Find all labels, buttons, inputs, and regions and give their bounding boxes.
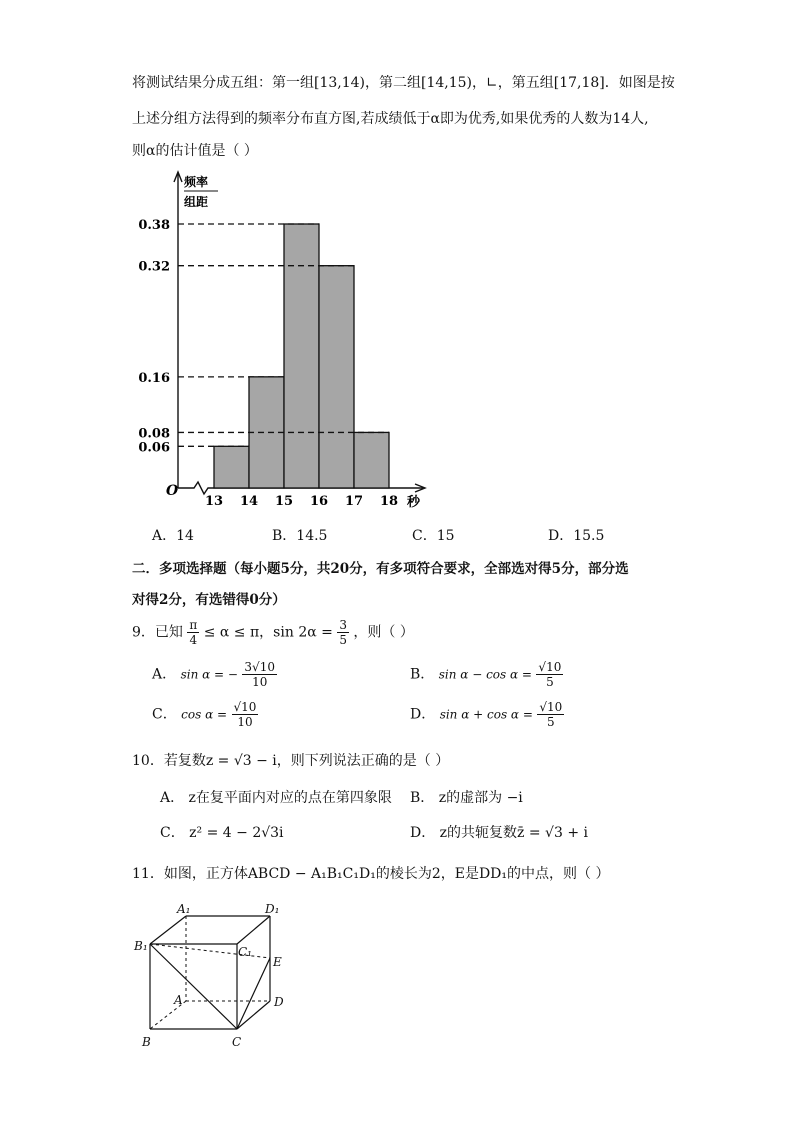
pi-numerator: π	[189, 618, 198, 632]
origin-label: O	[166, 483, 179, 499]
problem10-option-c: C． z² = 4 − 2√3i	[160, 825, 284, 841]
y-tick-label: 0.38	[138, 218, 170, 233]
section2-line1: 二．多项选择题（每小题5分，共20分，有多项符合要求，全部选对得5分，部分选	[132, 561, 629, 577]
problem8-option-c: C．15	[412, 528, 455, 544]
label-a: A	[174, 993, 183, 1007]
problem9-condition: ≤ α ≤ π，sin 2α =	[203, 624, 333, 641]
problem8-option-a: A．14	[152, 528, 194, 544]
x-unit-label: 秒	[407, 495, 421, 510]
label-b1: B₁	[134, 939, 148, 953]
five-denominator: 5	[339, 633, 347, 647]
problem9-stem	[132, 618, 414, 647]
histogram-bar	[354, 432, 389, 488]
y-tick-label: 0.16	[138, 370, 170, 386]
problem10-option-d: D． z的共轭复数z̄ = √3 + i	[410, 825, 588, 841]
option-d-fraction	[537, 700, 564, 729]
problem8-line1: 将测试结果分成五组：第一组[13,14)，第二组[14,15)，∟，第五组[17,18]．如图是按	[132, 75, 675, 91]
pi-over-4-fraction	[187, 618, 199, 647]
y-tick-label: 0.32	[138, 259, 170, 275]
x-tick-label: 17	[344, 494, 364, 509]
three-fifths-fraction	[337, 618, 349, 647]
option-c-lhs: cos α =	[181, 707, 228, 722]
histogram-bar	[284, 224, 319, 488]
problem10-stem: 10．若复数z = √3 − i，则下列说法正确的是（ ）	[132, 753, 450, 769]
option-a-den: 10	[252, 675, 268, 689]
option-a-fraction	[242, 660, 277, 689]
label-d1: D₁	[265, 902, 280, 916]
problem10-option-b: B． z的虚部为 −i	[410, 790, 523, 806]
option-b-label: B．	[410, 666, 435, 683]
x-tick-label: 14	[239, 494, 259, 509]
option-d-num: √10	[539, 700, 563, 714]
problem8-line3: 则α的估计值是（ ）	[132, 143, 258, 159]
y-label-top: 频率	[184, 175, 209, 189]
edge-d1-c1	[237, 916, 270, 944]
option-d-label: D．	[410, 706, 436, 723]
label-e: E	[273, 955, 282, 969]
segment-c-e	[237, 958, 270, 1029]
section2-line2: 对得2分，有选错得0分）	[132, 592, 286, 608]
x-tick-label: 18	[379, 494, 399, 509]
label-d: D	[274, 995, 284, 1009]
option-a-num: 3√10	[244, 660, 275, 674]
option-d-den: 5	[547, 715, 555, 729]
problem9-option-a	[152, 660, 277, 689]
x-tick-label: 16	[309, 494, 329, 509]
frequency-histogram	[138, 168, 440, 510]
option-b-num: √10	[538, 660, 562, 674]
histogram-bar	[214, 446, 249, 488]
cube-figure	[130, 898, 300, 1058]
histogram-bars	[214, 224, 389, 488]
option-b-lhs: sin α − cos α =	[438, 667, 532, 682]
three-numerator: 3	[339, 618, 347, 632]
problem9-suffix: ，则（ ）	[353, 624, 414, 641]
label-c: C	[232, 1035, 242, 1049]
edge-c-d	[237, 1001, 270, 1029]
label-c1: C₁	[238, 945, 252, 959]
four-denominator: 4	[189, 633, 198, 647]
problem9-option-b	[410, 660, 563, 689]
hidden-segment-b1-e	[150, 944, 270, 958]
y-tick-label: 0.06	[138, 440, 170, 456]
problem8-line2: 上述分组方法得到的频率分布直方图,若成绩低于α即为优秀,如果优秀的人数为14人,	[132, 111, 649, 127]
option-a-lhs: sin α = −	[180, 667, 238, 682]
problem11-stem: 11．如图，正方体ABCD − A₁B₁C₁D₁的棱长为2，E是DD₁的中点，则（ ）	[132, 866, 610, 882]
option-d-lhs: sin α + cos α =	[439, 707, 533, 722]
problem9-prefix: 9．已知	[132, 624, 183, 641]
histogram-bar	[319, 266, 354, 488]
cube-edges	[150, 916, 270, 1029]
problem9-option-c	[152, 700, 258, 729]
problem8-option-d: D．15.5	[548, 528, 605, 544]
label-b: B	[142, 1035, 151, 1049]
problem9-option-d	[410, 700, 564, 729]
edge-a1-b1	[150, 916, 186, 944]
x-tick-label: 13	[204, 494, 224, 509]
segment-b1-c	[150, 944, 237, 1029]
cube-hidden-edges	[150, 916, 270, 1029]
option-b-fraction	[536, 660, 563, 689]
y-tick-label: 0.08	[138, 426, 170, 442]
x-tick-label: 15	[274, 494, 294, 509]
option-b-den: 5	[546, 675, 554, 689]
option-a-label: A．	[152, 666, 177, 683]
option-c-label: C．	[152, 706, 177, 723]
option-c-fraction	[232, 700, 259, 729]
label-a1: A₁	[177, 902, 191, 916]
option-c-den: 10	[237, 715, 253, 729]
problem10-option-a: A． z在复平面内对应的点在第四象限	[160, 790, 392, 806]
y-label-bottom: 组距	[184, 195, 209, 209]
option-c-num: √10	[233, 700, 257, 714]
problem8-option-b: B．14.5	[272, 528, 328, 544]
